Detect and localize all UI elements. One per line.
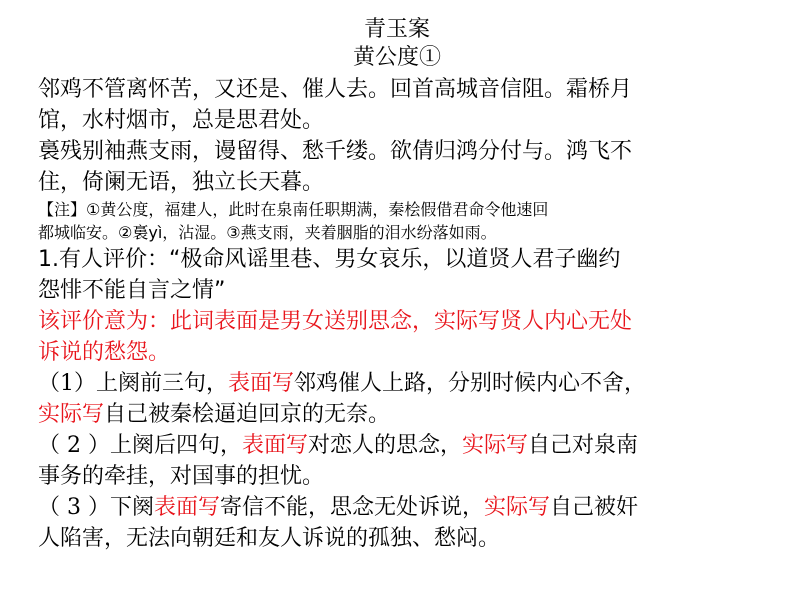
- question-line-1: 1.有人评价：“极命风谣里巷、男女哀乐，以道贤人君子幽约: [38, 247, 621, 272]
- answer-point-2: [38, 430, 770, 492]
- point-1-surface-label: 表面写: [228, 371, 295, 396]
- point-1-actual-text: 自己被秦桧逼迫回京的无奈。: [104, 402, 391, 427]
- point-2-surface-label: 表面写: [241, 433, 308, 458]
- poem-title: 青玉案: [363, 17, 430, 42]
- point-1-surface-text: 邻鸡催人上路，分别时候内心不舍，: [294, 371, 647, 396]
- note-line-2: 都城临安。②裛yì，沾湿。③燕支雨，夹着胭脂的泪水纷落如雨。: [38, 223, 497, 242]
- point-2-actual-label: 实际写: [462, 433, 529, 458]
- poem-upper-line-2: 馆，水村烟市，总是思君处。: [38, 108, 325, 133]
- point-3-actual-text: 自己被奸: [550, 495, 639, 520]
- point-2-actual-text-cont: 事务的牵挂，对国事的担忧。: [38, 464, 325, 489]
- poem-author: 黄公度①: [352, 45, 441, 70]
- poem-lower-line-2: 住，倚阑无语，独立长天暮。: [38, 170, 325, 195]
- point-3-actual-label: 实际写: [484, 495, 551, 520]
- question-line-2: 怨悱不能自言之情”: [38, 278, 226, 303]
- poem-upper-line-1: 邻鸡不管离怀苦，又还是、催人去。回首高城音信阻。霜桥月: [38, 77, 633, 102]
- point-2-lead: （ 2 ）上阕后四句，: [38, 433, 242, 458]
- point-3-lead: （ 3 ）下阕: [38, 495, 154, 520]
- point-1-actual-label: 实际写: [38, 402, 105, 427]
- point-3-surface-text: 寄信不能，思念无处诉说，: [220, 495, 485, 520]
- answer-summary-line-1: 该评价意为：此词表面是男女送别思念，实际写贤人内心无处: [38, 309, 633, 334]
- point-3-actual-text-cont: 人陷害，无法向朝廷和友人诉说的孤独、愁闷。: [38, 526, 501, 551]
- point-2-actual-text: 自己对泉南: [528, 433, 639, 458]
- poem-lower-line-1: 裛残别袖燕支雨，谩留得、愁千缕。欲倩归鸿分付与。鸿飞不: [38, 139, 633, 164]
- note-line-1: 【注】①黄公度，福建人，此时在泉南任职期满，秦桧假借君命令他速回: [38, 200, 549, 219]
- point-3-surface-label: 表面写: [153, 495, 220, 520]
- answer-summary-line-2: 诉说的愁怨。: [38, 340, 171, 365]
- point-2-surface-text: 对恋人的思念，: [308, 433, 463, 458]
- answer-point-3: [38, 492, 770, 554]
- answer-point-1: [38, 368, 770, 430]
- point-1-lead: （1）上阕前三句，: [38, 371, 228, 396]
